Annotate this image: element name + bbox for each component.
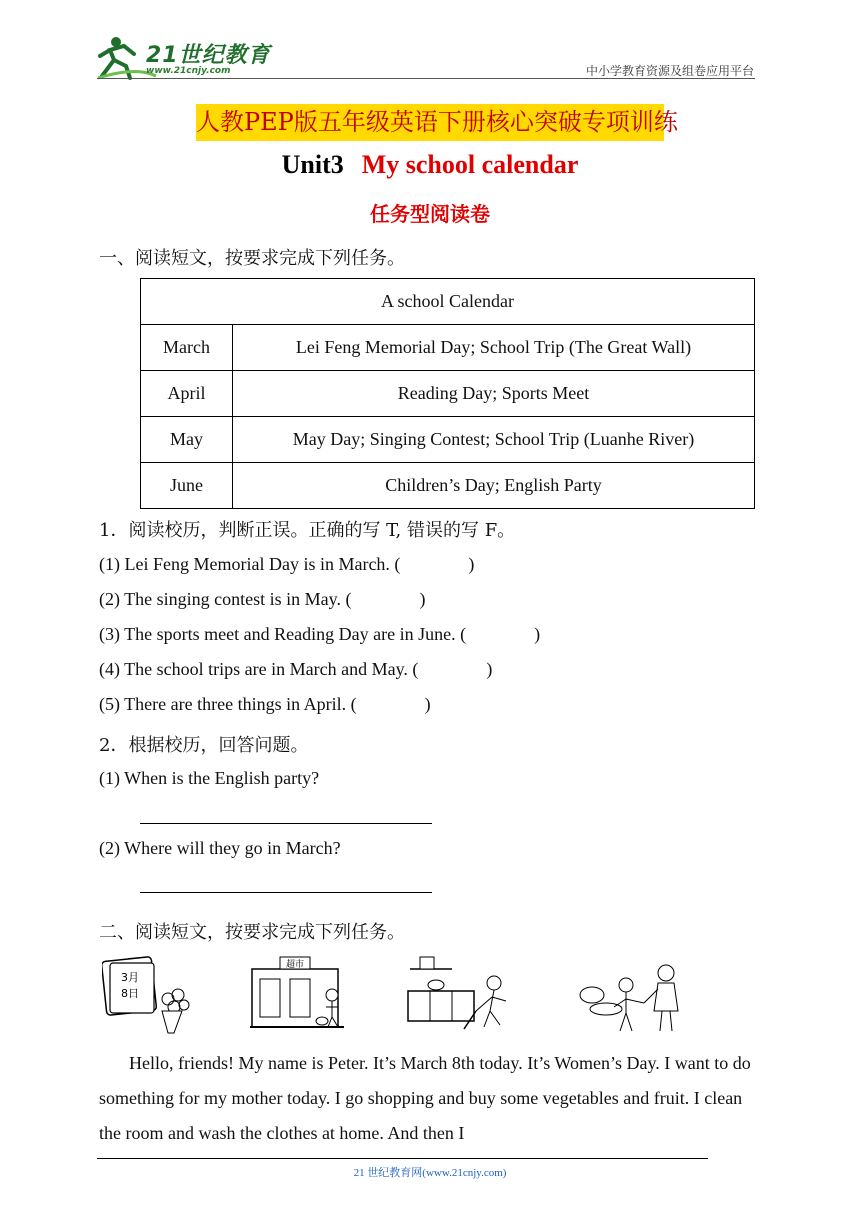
unit-heading (0, 150, 860, 180)
true-false-item (99, 624, 540, 645)
shop-sign-text: 超市 (286, 960, 305, 970)
events-cell: Reading Day; Sports Meet (233, 371, 755, 417)
bracket-close: ) (468, 554, 475, 574)
table-row (141, 279, 755, 325)
section2-heading: 二、阅读短文，按要求完成下列任务。 (99, 922, 405, 943)
question-1: (1) When is the English party? (99, 768, 320, 788)
task2-instruction: 2．根据校历，回答问题。 (99, 735, 309, 756)
true-false-item (99, 554, 474, 575)
item-text: (2) The singing contest is in May. ( (99, 589, 352, 609)
task1-instruction: 1．阅读校历，判断正误。正确的写 T, 错误的写 F。 (99, 520, 516, 541)
family-meal-picture (578, 955, 692, 1035)
bracket-close: ) (486, 659, 493, 679)
header-divider (97, 78, 755, 79)
bracket-close: ) (419, 589, 426, 609)
events-cell: May Day; Singing Contest; School Trip (Luanhe River) (233, 417, 755, 463)
item-text: (4) The school trips are in March and May. ( (99, 659, 419, 679)
table-row (141, 463, 755, 509)
footer-divider (97, 1158, 708, 1159)
calendar-day-text: 8日 (121, 987, 139, 1000)
question-2: (2) Where will they go in March? (99, 838, 341, 858)
school-calendar-table (140, 278, 755, 509)
events-cell: Lei Feng Memorial Day; School Trip (The Great Wall) (233, 325, 755, 371)
cleaning-room-picture (406, 955, 516, 1035)
page-title: 人教PEP版五年级英语下册核心突破专项训练 (196, 108, 678, 136)
supermarket-picture (250, 955, 350, 1035)
month-cell: June (141, 463, 233, 509)
month-cell: May (141, 417, 233, 463)
logo-url: www.21cnjy.com (146, 66, 231, 76)
item-text: (3) The sports meet and Reading Day are in June. ( (99, 624, 467, 644)
reading-passage: Hello, friends! My name is Peter. It’s March 8th today. It’s Women’s Day. I want to do something for my mother today. I go shopping and buy some vegetables and fruit. I clean the room and wash the clothes at home. And then I (99, 1053, 751, 1143)
true-false-item (99, 694, 431, 715)
answer-line-1[interactable] (140, 823, 432, 824)
month-cell: March (141, 325, 233, 371)
true-false-item (99, 589, 425, 610)
month-cell: April (141, 371, 233, 417)
logo-text: 21世纪教育 (146, 43, 271, 68)
answer-line-2[interactable] (140, 892, 432, 893)
paper-subtitle: 任务型阅读卷 (370, 202, 490, 226)
bracket-close: ) (534, 624, 541, 644)
table-row (141, 371, 755, 417)
footer-text: 21 世纪教育网(www.21cnjy.com) (353, 1167, 507, 1179)
platform-name: 中小学教育资源及组卷应用平台 (585, 64, 754, 78)
unit-number: Unit3 (281, 150, 344, 179)
table-row (141, 417, 755, 463)
table-header: A school Calendar (141, 279, 755, 325)
calendar-flowers-picture (102, 955, 194, 1035)
section1-heading: 一、阅读短文，按要求完成下列任务。 (99, 248, 405, 269)
true-false-item (99, 659, 492, 680)
calendar-month-text: 3月 (121, 971, 139, 984)
item-text: (1) Lei Feng Memorial Day is in March. ( (99, 554, 401, 574)
unit-name: My school calendar (361, 150, 579, 179)
table-row (141, 325, 755, 371)
item-text: (5) There are three things in April. ( (99, 694, 357, 714)
events-cell: Children’s Day; English Party (233, 463, 755, 509)
bracket-close: ) (424, 694, 431, 714)
